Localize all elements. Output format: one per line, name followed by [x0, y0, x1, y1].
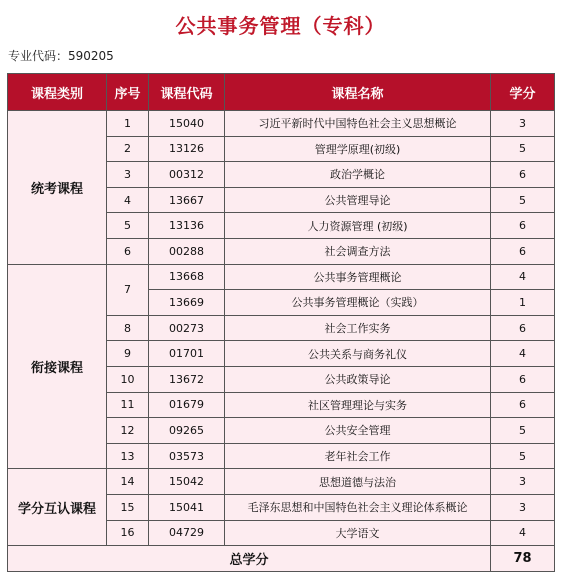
category-cell-credit-recognition: 学分互认课程	[8, 469, 107, 546]
table-row	[8, 111, 555, 137]
header-category: 课程类别	[8, 74, 107, 111]
row-number: 11	[107, 392, 149, 418]
course-code: 15042	[149, 469, 225, 495]
course-credit: 5	[491, 418, 555, 444]
course-name: 习近平新时代中国特色社会主义思想概论	[225, 111, 491, 137]
row-number: 5	[107, 213, 149, 239]
course-code: 04729	[149, 520, 225, 546]
course-code: 13668	[149, 264, 225, 290]
category-cell-unified-exam: 统考课程	[8, 111, 107, 265]
category-cell-bridging: 衔接课程	[8, 264, 107, 469]
course-table	[7, 73, 555, 572]
course-credit: 4	[491, 520, 555, 546]
course-name: 社会调查方法	[225, 238, 491, 264]
course-name: 公共政策导论	[225, 366, 491, 392]
course-name: 公共事务管理概论	[225, 264, 491, 290]
course-code: 15040	[149, 111, 225, 137]
course-credit: 4	[491, 341, 555, 367]
course-code: 01701	[149, 341, 225, 367]
course-name: 社会工作实务	[225, 315, 491, 341]
course-code: 13667	[149, 187, 225, 213]
course-credit: 6	[491, 162, 555, 188]
row-number: 13	[107, 443, 149, 469]
course-credit: 6	[491, 366, 555, 392]
course-code: 13672	[149, 366, 225, 392]
header-course-name: 课程名称	[225, 74, 491, 111]
course-name: 老年社会工作	[225, 443, 491, 469]
course-credit: 6	[491, 238, 555, 264]
course-name: 政治学概论	[225, 162, 491, 188]
course-credit: 3	[491, 469, 555, 495]
row-number: 16	[107, 520, 149, 546]
course-credit: 4	[491, 264, 555, 290]
course-credit: 5	[491, 136, 555, 162]
course-credit: 3	[491, 111, 555, 137]
row-number: 4	[107, 187, 149, 213]
row-number: 3	[107, 162, 149, 188]
course-name: 管理学原理(初级)	[225, 136, 491, 162]
row-number: 1	[107, 111, 149, 137]
row-number: 14	[107, 469, 149, 495]
course-name: 公共事务管理概论（实践）	[225, 290, 491, 316]
course-name: 思想道德与法治	[225, 469, 491, 495]
course-name: 大学语文	[225, 520, 491, 546]
course-code: 13126	[149, 136, 225, 162]
course-credit: 6	[491, 315, 555, 341]
course-code: 01679	[149, 392, 225, 418]
course-code: 13136	[149, 213, 225, 239]
row-number: 10	[107, 366, 149, 392]
course-credit: 5	[491, 443, 555, 469]
header-number: 序号	[107, 74, 149, 111]
course-credit: 5	[491, 187, 555, 213]
total-value: 78	[491, 546, 555, 572]
course-credit: 6	[491, 392, 555, 418]
table-row	[8, 264, 555, 290]
course-credit: 3	[491, 494, 555, 520]
header-course-code: 课程代码	[149, 74, 225, 111]
table-row	[8, 469, 555, 495]
row-number: 6	[107, 238, 149, 264]
course-code: 00312	[149, 162, 225, 188]
course-name: 公共安全管理	[225, 418, 491, 444]
row-number: 12	[107, 418, 149, 444]
major-code: 专业代码：590205	[8, 49, 114, 63]
header-credit: 学分	[491, 74, 555, 111]
course-code: 03573	[149, 443, 225, 469]
total-label: 总学分	[8, 546, 491, 572]
course-code: 13669	[149, 290, 225, 316]
row-number: 9	[107, 341, 149, 367]
course-name: 公共管理导论	[225, 187, 491, 213]
course-name: 毛泽东思想和中国特色社会主义理论体系概论	[225, 494, 491, 520]
course-code: 00288	[149, 238, 225, 264]
page-title: 公共事务管理（专科）	[175, 14, 386, 38]
course-name: 社区管理理论与实务	[225, 392, 491, 418]
row-number: 2	[107, 136, 149, 162]
course-name: 人力资源管理 (初级)	[225, 213, 491, 239]
course-code: 00273	[149, 315, 225, 341]
table-header-row	[8, 74, 555, 111]
course-code: 15041	[149, 494, 225, 520]
course-name: 公共关系与商务礼仪	[225, 341, 491, 367]
row-number: 7	[107, 264, 149, 315]
course-credit: 1	[491, 290, 555, 316]
course-credit: 6	[491, 213, 555, 239]
row-number: 8	[107, 315, 149, 341]
total-row	[8, 546, 555, 572]
row-number: 15	[107, 494, 149, 520]
course-code: 09265	[149, 418, 225, 444]
